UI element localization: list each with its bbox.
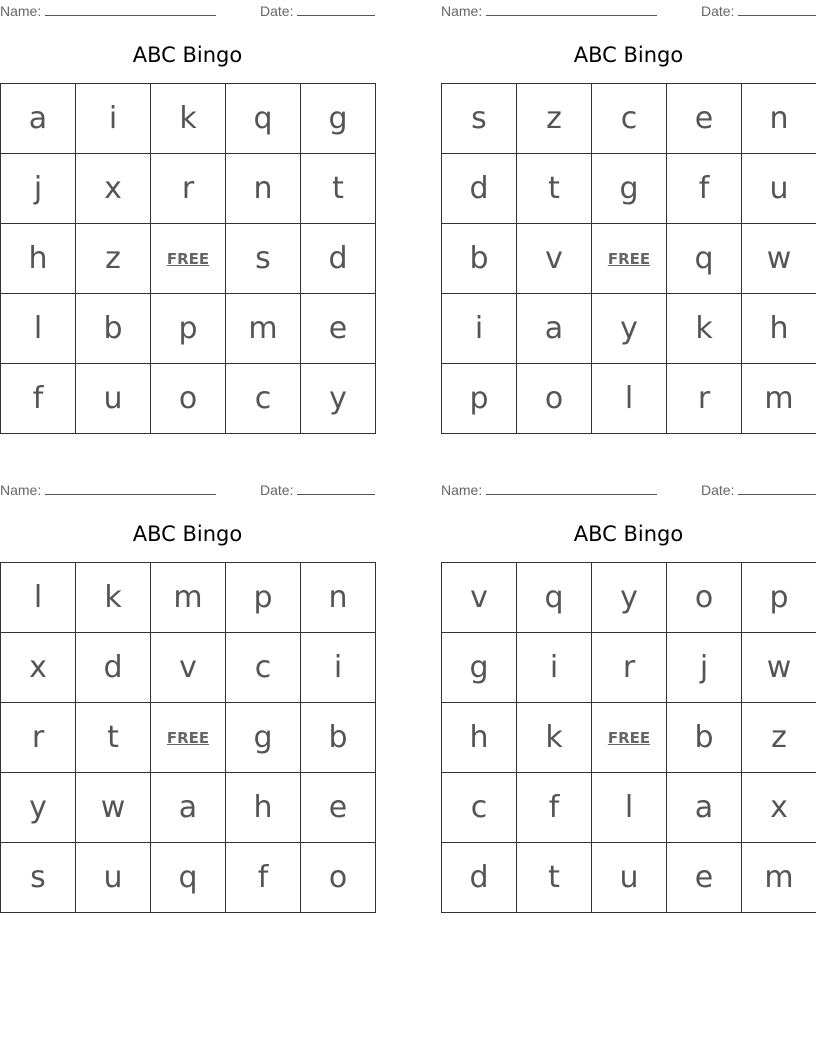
bingo-cell: s (1, 843, 76, 913)
bingo-row (1, 84, 376, 154)
bingo-cell: y (592, 294, 667, 364)
name-blank-line (486, 482, 657, 495)
bingo-cell: r (667, 364, 742, 434)
name-field (0, 482, 216, 498)
bingo-cell: f (226, 843, 301, 913)
bingo-row (1, 364, 376, 434)
bingo-cell: h (226, 773, 301, 843)
date-label: Date: (260, 482, 294, 498)
bingo-cell: m (226, 294, 301, 364)
name-field (441, 482, 657, 498)
bingo-cell: g (226, 703, 301, 773)
bingo-cell: p (226, 563, 301, 633)
bingo-grid (0, 562, 376, 913)
bingo-cell: z (76, 224, 151, 294)
free-space: FREE (592, 703, 667, 773)
bingo-cell: q (151, 843, 226, 913)
bingo-cell: j (667, 633, 742, 703)
bingo-cell: h (442, 703, 517, 773)
bingo-cell: w (742, 224, 816, 294)
bingo-row (442, 154, 816, 224)
bingo-row (442, 563, 816, 633)
bingo-cell: s (226, 224, 301, 294)
bingo-cell: a (151, 773, 226, 843)
bingo-cell: u (76, 843, 151, 913)
bingo-cell: i (517, 633, 592, 703)
bingo-cell: z (517, 84, 592, 154)
bingo-cell: b (301, 703, 376, 773)
name-blank-line (486, 3, 657, 16)
bingo-row (1, 773, 376, 843)
bingo-cell: u (592, 843, 667, 913)
bingo-cell: q (517, 563, 592, 633)
bingo-cell: e (301, 294, 376, 364)
bingo-cell: o (517, 364, 592, 434)
bingo-row (442, 364, 816, 434)
free-space: FREE (151, 703, 226, 773)
bingo-grid (0, 83, 376, 434)
bingo-cell: x (742, 773, 816, 843)
bingo-cell: k (76, 563, 151, 633)
bingo-card (0, 479, 376, 913)
bingo-cell: m (742, 364, 816, 434)
name-blank-line (45, 3, 216, 16)
bingo-cell: c (226, 633, 301, 703)
bingo-cell: t (301, 154, 376, 224)
bingo-cell: i (301, 633, 376, 703)
bingo-cell: h (742, 294, 816, 364)
bingo-row (1, 843, 376, 913)
bingo-cell: r (592, 633, 667, 703)
bingo-cell: z (742, 703, 816, 773)
name-label: Name: (0, 482, 42, 498)
bingo-cell: j (1, 154, 76, 224)
bingo-grid (441, 83, 816, 434)
name-label: Name: (441, 482, 483, 498)
bingo-cell: g (592, 154, 667, 224)
bingo-cell: f (667, 154, 742, 224)
bingo-row (442, 773, 816, 843)
bingo-cell: q (667, 224, 742, 294)
date-field (260, 482, 375, 498)
bingo-cell: i (442, 294, 517, 364)
bingo-row (1, 563, 376, 633)
bingo-row (442, 843, 816, 913)
bingo-cell: v (442, 563, 517, 633)
bingo-cell: a (667, 773, 742, 843)
bingo-cell: a (517, 294, 592, 364)
bingo-cell: n (301, 563, 376, 633)
bingo-cell: f (517, 773, 592, 843)
bingo-cell: t (76, 703, 151, 773)
bingo-cell: o (667, 563, 742, 633)
bingo-row (1, 703, 376, 773)
card-title: ABC Bingo (132, 522, 243, 546)
bingo-cell: y (592, 563, 667, 633)
bingo-cell: u (742, 154, 816, 224)
bingo-cell: a (1, 84, 76, 154)
name-blank-line (45, 482, 216, 495)
date-label: Date: (701, 482, 735, 498)
date-field (701, 3, 816, 19)
bingo-cell: l (592, 364, 667, 434)
bingo-cell: d (76, 633, 151, 703)
bingo-cell: g (442, 633, 517, 703)
date-blank-line (297, 3, 375, 16)
bingo-cell: l (592, 773, 667, 843)
bingo-cell: l (1, 563, 76, 633)
bingo-cell: b (667, 703, 742, 773)
bingo-row (442, 633, 816, 703)
bingo-cell: o (151, 364, 226, 434)
bingo-cell: w (76, 773, 151, 843)
bingo-card (441, 479, 816, 913)
bingo-cell: e (667, 843, 742, 913)
bingo-cell: p (742, 563, 816, 633)
bingo-cell: k (517, 703, 592, 773)
bingo-cell: f (1, 364, 76, 434)
date-blank-line (738, 3, 816, 16)
date-field (701, 482, 816, 498)
bingo-cell: t (517, 843, 592, 913)
bingo-cell: c (592, 84, 667, 154)
bingo-cell: m (742, 843, 816, 913)
bingo-cell: b (76, 294, 151, 364)
bingo-cell: n (742, 84, 816, 154)
bingo-grid (441, 562, 816, 913)
bingo-cell: u (76, 364, 151, 434)
bingo-cell: k (151, 84, 226, 154)
bingo-cell: d (442, 843, 517, 913)
date-blank-line (738, 482, 816, 495)
card-title: ABC Bingo (132, 43, 243, 67)
free-space: FREE (151, 224, 226, 294)
card-title: ABC Bingo (573, 43, 684, 67)
bingo-cell: v (151, 633, 226, 703)
bingo-cell: d (301, 224, 376, 294)
bingo-cell: c (442, 773, 517, 843)
bingo-cell: w (742, 633, 816, 703)
bingo-card (0, 0, 376, 434)
bingo-cell: n (226, 154, 301, 224)
bingo-cell: c (226, 364, 301, 434)
name-field (0, 3, 216, 19)
date-field (260, 3, 375, 19)
bingo-cell: p (151, 294, 226, 364)
bingo-cell: y (301, 364, 376, 434)
bingo-cell: k (667, 294, 742, 364)
bingo-row (1, 633, 376, 703)
bingo-cell: x (1, 633, 76, 703)
bingo-cell: t (517, 154, 592, 224)
bingo-cell: l (1, 294, 76, 364)
bingo-cell: v (517, 224, 592, 294)
bingo-cell: m (151, 563, 226, 633)
free-space: FREE (592, 224, 667, 294)
bingo-cell: e (667, 84, 742, 154)
card-title: ABC Bingo (573, 522, 684, 546)
bingo-cell: o (301, 843, 376, 913)
bingo-row (442, 224, 816, 294)
name-label: Name: (0, 3, 42, 19)
bingo-cell: y (1, 773, 76, 843)
bingo-row (442, 294, 816, 364)
bingo-cell: s (442, 84, 517, 154)
bingo-cell: q (226, 84, 301, 154)
bingo-row (442, 703, 816, 773)
bingo-row (1, 294, 376, 364)
bingo-cell: b (442, 224, 517, 294)
date-label: Date: (260, 3, 294, 19)
bingo-cell: x (76, 154, 151, 224)
bingo-row (442, 84, 816, 154)
bingo-card (441, 0, 816, 434)
bingo-cell: p (442, 364, 517, 434)
bingo-cell: h (1, 224, 76, 294)
name-label: Name: (441, 3, 483, 19)
name-field (441, 3, 657, 19)
bingo-cell: d (442, 154, 517, 224)
bingo-cell: r (1, 703, 76, 773)
date-label: Date: (701, 3, 735, 19)
bingo-cell: g (301, 84, 376, 154)
bingo-cell: e (301, 773, 376, 843)
bingo-cell: i (76, 84, 151, 154)
date-blank-line (297, 482, 375, 495)
bingo-cell: r (151, 154, 226, 224)
bingo-row (1, 154, 376, 224)
bingo-row (1, 224, 376, 294)
